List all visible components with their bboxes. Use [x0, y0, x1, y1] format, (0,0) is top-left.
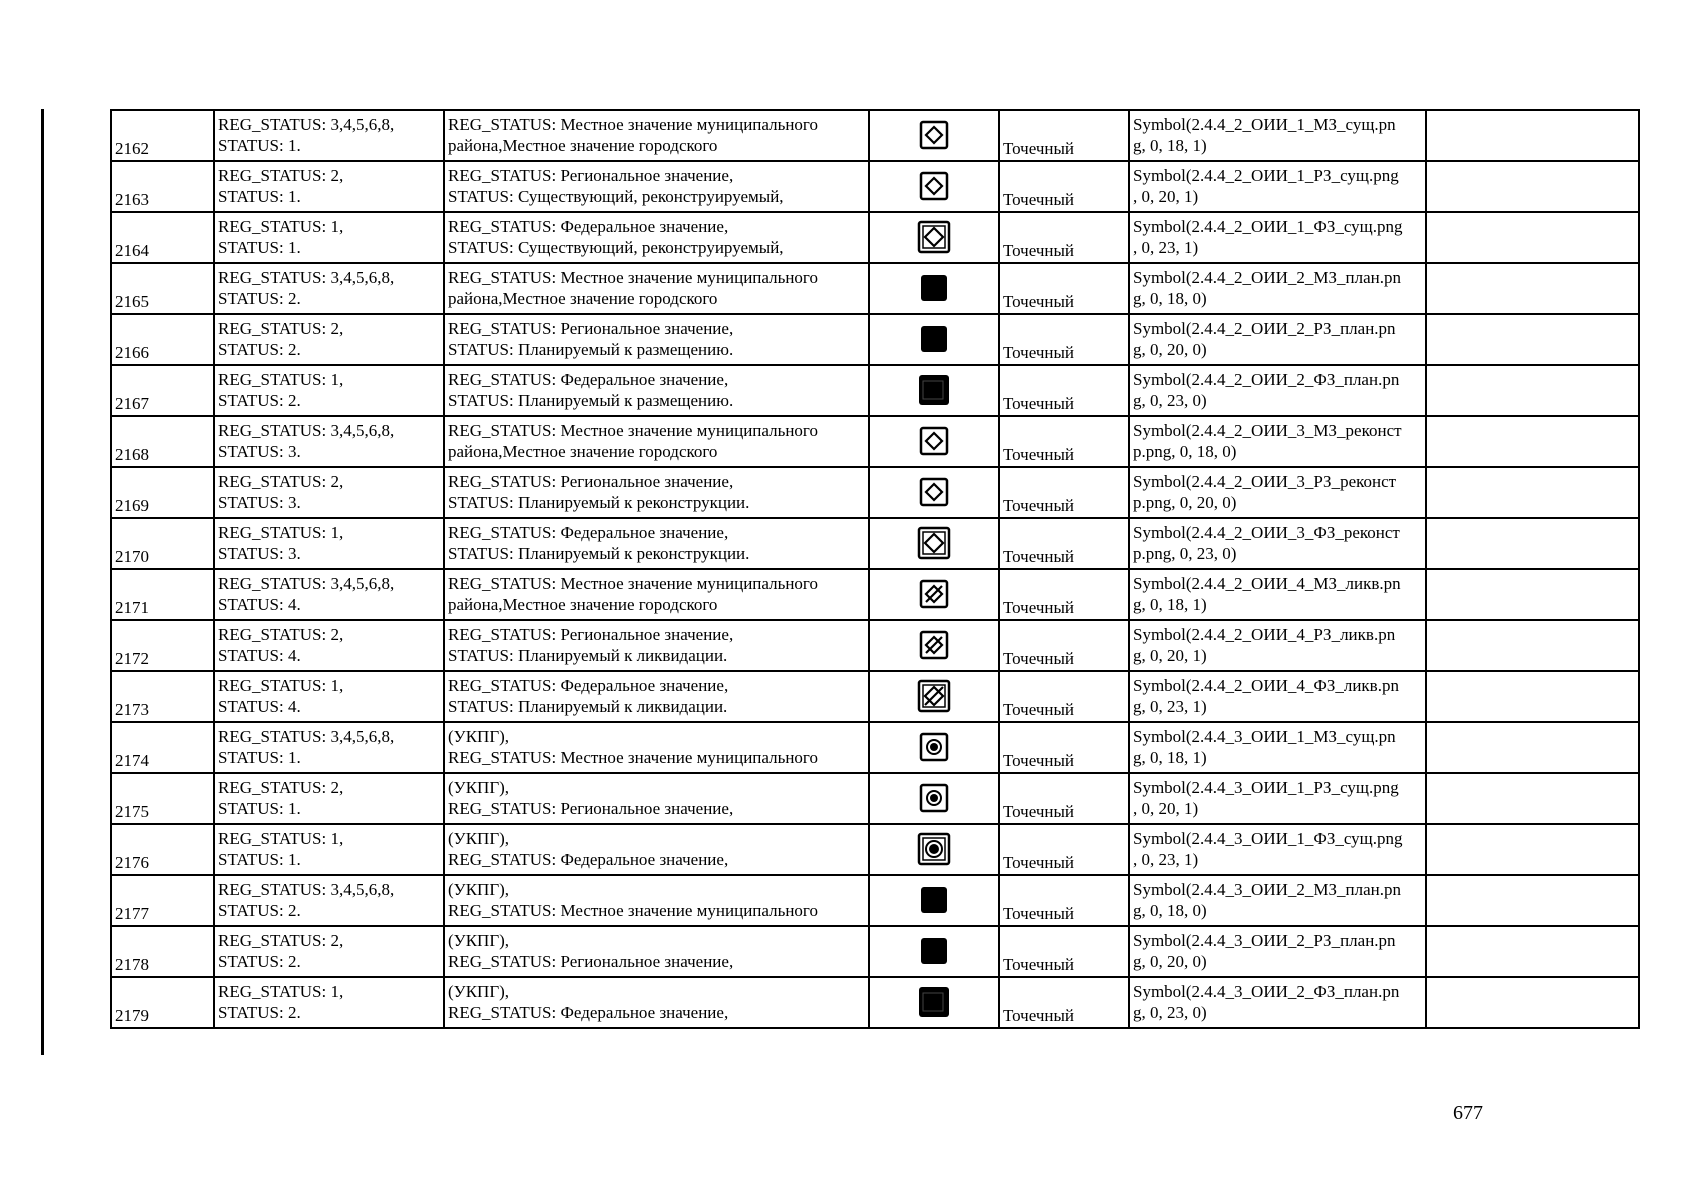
desc-line: REG_STATUS: Региональное значение,: [448, 952, 734, 971]
desc-line: (УКПГ),: [448, 880, 510, 899]
cond-line: STATUS: 2.: [218, 901, 301, 920]
table-row: [111, 365, 1639, 416]
geometry-type-cell: Точечный: [999, 467, 1129, 518]
symbol-image-cell: [869, 263, 999, 314]
cond-line: REG_STATUS: 1,: [218, 217, 344, 236]
empty-cell: [1426, 365, 1639, 416]
row-id-cell: 2170: [111, 518, 214, 569]
desc-line: REG_STATUS: Региональное значение,: [448, 472, 734, 491]
row-id-cell: 2177: [111, 875, 214, 926]
row-id-cell: 2171: [111, 569, 214, 620]
sym-file-cell: [1129, 416, 1426, 467]
symbol-image-cell: [869, 365, 999, 416]
sym-file-line: Symbol(2.4.4_2_ОИИ_3_ФЗ_реконст: [1133, 523, 1400, 542]
cond-line: REG_STATUS: 1,: [218, 676, 344, 695]
desc-line: (УКПГ),: [448, 727, 510, 746]
cond-cell: [214, 620, 444, 671]
cond-cell: [214, 722, 444, 773]
sym-file-line: Symbol(2.4.4_3_ОИИ_2_РЗ_план.pn: [1133, 931, 1396, 950]
sym-file-line: Symbol(2.4.4_3_ОИИ_1_МЗ_сущ.pn: [1133, 727, 1396, 746]
row-id-cell: 2176: [111, 824, 214, 875]
sym-file-cell: [1129, 467, 1426, 518]
symbol-image-cell: [869, 314, 999, 365]
cond-line: REG_STATUS: 1,: [218, 523, 344, 542]
filled-double-square-icon: [917, 991, 951, 1010]
diamond-in-square-icon: [919, 175, 949, 194]
page-number: 677: [1453, 1102, 1483, 1124]
desc-line: района,Местное значение городского: [448, 442, 718, 461]
cond-cell: [214, 467, 444, 518]
desc-line: района,Местное значение городского: [448, 595, 718, 614]
cond-line: REG_STATUS: 2,: [218, 472, 344, 491]
sym-file-cell: [1129, 263, 1426, 314]
empty-cell: [1426, 467, 1639, 518]
filled-square-icon: [919, 328, 949, 347]
desc-line: REG_STATUS: Местное значение муниципального: [448, 901, 818, 920]
desc-cell: [444, 161, 869, 212]
desc-line: REG_STATUS: Федеральное значение,: [448, 676, 729, 695]
table-row: [111, 620, 1639, 671]
desc-cell: [444, 365, 869, 416]
desc-cell: [444, 212, 869, 263]
empty-cell: [1426, 926, 1639, 977]
row-id-cell: 2162: [111, 110, 214, 161]
symbol-image-cell: [869, 518, 999, 569]
sym-file-line: Symbol(2.4.4_2_ОИИ_2_ФЗ_план.pn: [1133, 370, 1400, 389]
table-row: [111, 926, 1639, 977]
cond-cell: [214, 263, 444, 314]
desc-cell: [444, 722, 869, 773]
sym-file-cell: [1129, 671, 1426, 722]
filled-square-icon: [919, 940, 949, 959]
desc-line: REG_STATUS: Федеральное значение,: [448, 523, 729, 542]
empty-cell: [1426, 212, 1639, 263]
empty-cell: [1426, 773, 1639, 824]
desc-line: REG_STATUS: Местное значение муниципального: [448, 115, 818, 134]
desc-line: REG_STATUS: Региональное значение,: [448, 166, 734, 185]
geometry-type-cell: Точечный: [999, 926, 1129, 977]
sym-file-line: , 0, 23, 1): [1133, 238, 1199, 257]
cond-cell: [214, 518, 444, 569]
sym-file-line: Symbol(2.4.4_2_ОИИ_4_ФЗ_ликв.pn: [1133, 676, 1399, 695]
empty-cell: [1426, 263, 1639, 314]
desc-line: (УКПГ),: [448, 931, 510, 950]
desc-cell: [444, 518, 869, 569]
desc-line: STATUS: Существующий, реконструируемый,: [448, 187, 784, 206]
sym-file-line: Symbol(2.4.4_3_ОИИ_2_МЗ_план.pn: [1133, 880, 1401, 899]
symbol-image-cell: [869, 110, 999, 161]
dot-in-square-icon: [919, 736, 949, 755]
row-id-cell: 2166: [111, 314, 214, 365]
desc-line: STATUS: Планируемый к ликвидации.: [448, 697, 728, 716]
symbol-image-cell: [869, 416, 999, 467]
symbol-image-cell: [869, 824, 999, 875]
desc-line: REG_STATUS: Региональное значение,: [448, 799, 734, 818]
cond-line: STATUS: 3.: [218, 442, 301, 461]
sym-file-cell: [1129, 773, 1426, 824]
symbol-image-cell: [869, 671, 999, 722]
sym-file-line: Symbol(2.4.4_3_ОИИ_2_ФЗ_план.pn: [1133, 982, 1400, 1001]
desc-line: REG_STATUS: Местное значение муниципального: [448, 748, 818, 767]
sym-file-line: р.png, 0, 20, 0): [1133, 493, 1237, 512]
table-row: [111, 722, 1639, 773]
sym-file-line: Symbol(2.4.4_2_ОИИ_3_РЗ_реконст: [1133, 472, 1397, 491]
sym-file-line: р.png, 0, 18, 0): [1133, 442, 1237, 461]
row-id-cell: 2175: [111, 773, 214, 824]
sym-file-cell: [1129, 314, 1426, 365]
desc-line: STATUS: Планируемый к реконструкции.: [448, 544, 750, 563]
sym-file-line: Symbol(2.4.4_2_ОИИ_3_МЗ_реконст: [1133, 421, 1402, 440]
geometry-type-cell: Точечный: [999, 671, 1129, 722]
geometry-type-cell: Точечный: [999, 365, 1129, 416]
cond-cell: [214, 671, 444, 722]
row-id-cell: 2168: [111, 416, 214, 467]
cond-line: STATUS: 1.: [218, 238, 301, 257]
cond-cell: [214, 161, 444, 212]
cond-line: REG_STATUS: 2,: [218, 625, 344, 644]
desc-cell: [444, 875, 869, 926]
geometry-type-cell: Точечный: [999, 518, 1129, 569]
cond-line: STATUS: 4.: [218, 697, 301, 716]
sym-file-line: g, 0, 23, 0): [1133, 391, 1207, 410]
desc-cell: [444, 926, 869, 977]
sym-file-cell: [1129, 110, 1426, 161]
sym-file-cell: [1129, 212, 1426, 263]
geometry-type-cell: Точечный: [999, 773, 1129, 824]
table-row: [111, 977, 1639, 1028]
desc-cell: [444, 416, 869, 467]
sym-file-cell: [1129, 569, 1426, 620]
table-row: [111, 314, 1639, 365]
row-id-cell: 2179: [111, 977, 214, 1028]
table-body: [111, 110, 1639, 1028]
empty-cell: [1426, 314, 1639, 365]
desc-line: REG_STATUS: Местное значение муниципального: [448, 574, 818, 593]
diamond-in-square-icon: [919, 124, 949, 143]
table-row: [111, 467, 1639, 518]
desc-line: STATUS: Планируемый к размещению.: [448, 391, 734, 410]
sym-file-cell: [1129, 518, 1426, 569]
sym-file-cell: [1129, 926, 1426, 977]
desc-cell: [444, 671, 869, 722]
row-id-cell: 2174: [111, 722, 214, 773]
cond-line: REG_STATUS: 1,: [218, 370, 344, 389]
dot-in-double-square-icon: [917, 838, 951, 857]
sym-file-line: Symbol(2.4.4_2_ОИИ_2_РЗ_план.pn: [1133, 319, 1396, 338]
table-row: [111, 161, 1639, 212]
sym-file-line: Symbol(2.4.4_2_ОИИ_1_МЗ_сущ.pn: [1133, 115, 1396, 134]
cond-cell: [214, 569, 444, 620]
desc-line: REG_STATUS: Федеральное значение,: [448, 1003, 729, 1022]
sym-file-line: р.png, 0, 23, 0): [1133, 544, 1237, 563]
sym-file-line: g, 0, 18, 0): [1133, 901, 1207, 920]
cond-line: STATUS: 2.: [218, 340, 301, 359]
filled-square-icon: [919, 277, 949, 296]
desc-line: района,Местное значение городского: [448, 289, 718, 308]
sym-file-line: Symbol(2.4.4_3_ОИИ_1_РЗ_сущ.png: [1133, 778, 1399, 797]
cond-line: STATUS: 3.: [218, 544, 301, 563]
table-row: [111, 263, 1639, 314]
geometry-type-cell: Точечный: [999, 263, 1129, 314]
empty-cell: [1426, 977, 1639, 1028]
geometry-type-cell: Точечный: [999, 620, 1129, 671]
cond-line: REG_STATUS: 2,: [218, 778, 344, 797]
symbol-image-cell: [869, 926, 999, 977]
sym-file-line: , 0, 20, 1): [1133, 799, 1199, 818]
crossed-diamond-double-square-icon: [917, 685, 951, 704]
cond-line: STATUS: 1.: [218, 799, 301, 818]
cond-line: STATUS: 1.: [218, 136, 301, 155]
sym-file-line: g, 0, 20, 1): [1133, 646, 1207, 665]
cond-line: STATUS: 4.: [218, 646, 301, 665]
cond-line: REG_STATUS: 3,4,5,6,8,: [218, 421, 395, 440]
sym-file-line: g, 0, 20, 0): [1133, 952, 1207, 971]
cond-cell: [214, 875, 444, 926]
cond-cell: [214, 824, 444, 875]
desc-cell: [444, 569, 869, 620]
sym-file-line: g, 0, 23, 1): [1133, 697, 1207, 716]
table-row: [111, 824, 1639, 875]
desc-cell: [444, 824, 869, 875]
symbol-image-cell: [869, 875, 999, 926]
sym-file-cell: [1129, 875, 1426, 926]
sym-file-cell: [1129, 365, 1426, 416]
cond-line: STATUS: 1.: [218, 187, 301, 206]
desc-line: (УКПГ),: [448, 778, 510, 797]
sym-file-cell: [1129, 977, 1426, 1028]
desc-cell: [444, 467, 869, 518]
empty-cell: [1426, 722, 1639, 773]
cond-line: STATUS: 1.: [218, 850, 301, 869]
sym-file-line: g, 0, 18, 0): [1133, 289, 1207, 308]
table-row: [111, 671, 1639, 722]
cond-line: REG_STATUS: 2,: [218, 319, 344, 338]
desc-cell: [444, 773, 869, 824]
crossed-diamond-square-icon: [919, 583, 949, 602]
desc-line: REG_STATUS: Местное значение муниципального: [448, 421, 818, 440]
empty-cell: [1426, 416, 1639, 467]
geometry-type-cell: Точечный: [999, 977, 1129, 1028]
empty-cell: [1426, 824, 1639, 875]
cond-cell: [214, 416, 444, 467]
cond-line: STATUS: 3.: [218, 493, 301, 512]
cond-line: REG_STATUS: 3,4,5,6,8,: [218, 268, 395, 287]
desc-line: REG_STATUS: Региональное значение,: [448, 625, 734, 644]
table-row: [111, 110, 1639, 161]
geometry-type-cell: Точечный: [999, 314, 1129, 365]
geometry-type-cell: Точечный: [999, 161, 1129, 212]
row-id-cell: 2173: [111, 671, 214, 722]
sym-file-line: Symbol(2.4.4_3_ОИИ_1_ФЗ_сущ.png: [1133, 829, 1403, 848]
sym-file-line: g, 0, 18, 1): [1133, 136, 1207, 155]
symbol-image-cell: [869, 161, 999, 212]
dot-in-square-icon: [919, 787, 949, 806]
cond-line: STATUS: 2.: [218, 289, 301, 308]
sym-file-line: Symbol(2.4.4_2_ОИИ_2_МЗ_план.pn: [1133, 268, 1401, 287]
cond-line: REG_STATUS: 3,4,5,6,8,: [218, 574, 395, 593]
cond-line: REG_STATUS: 3,4,5,6,8,: [218, 880, 395, 899]
symbol-image-cell: [869, 977, 999, 1028]
geometry-type-cell: Точечный: [999, 722, 1129, 773]
row-id-cell: 2164: [111, 212, 214, 263]
symbol-image-cell: [869, 773, 999, 824]
cond-line: STATUS: 4.: [218, 595, 301, 614]
row-id-cell: 2167: [111, 365, 214, 416]
desc-line: REG_STATUS: Федеральное значение,: [448, 850, 729, 869]
desc-line: REG_STATUS: Местное значение муниципального: [448, 268, 818, 287]
empty-cell: [1426, 518, 1639, 569]
sym-file-line: Symbol(2.4.4_2_ОИИ_1_ФЗ_сущ.png: [1133, 217, 1403, 236]
empty-cell: [1426, 110, 1639, 161]
desc-cell: [444, 263, 869, 314]
empty-cell: [1426, 620, 1639, 671]
cond-cell: [214, 365, 444, 416]
desc-cell: [444, 977, 869, 1028]
diamond-in-square-icon: [919, 481, 949, 500]
desc-line: REG_STATUS: Федеральное значение,: [448, 217, 729, 236]
desc-line: (УКПГ),: [448, 829, 510, 848]
cond-line: REG_STATUS: 1,: [218, 829, 344, 848]
desc-line: STATUS: Планируемый к размещению.: [448, 340, 734, 359]
filled-square-icon: [919, 889, 949, 908]
symbol-image-cell: [869, 569, 999, 620]
cond-cell: [214, 314, 444, 365]
desc-cell: [444, 110, 869, 161]
geometry-type-cell: Точечный: [999, 110, 1129, 161]
cond-cell: [214, 926, 444, 977]
diamond-in-square-icon: [919, 430, 949, 449]
cond-cell: [214, 110, 444, 161]
cond-line: REG_STATUS: 3,4,5,6,8,: [218, 727, 395, 746]
table-row: [111, 875, 1639, 926]
cond-line: REG_STATUS: 2,: [218, 931, 344, 950]
empty-cell: [1426, 161, 1639, 212]
sym-file-cell: [1129, 722, 1426, 773]
cond-line: REG_STATUS: 1,: [218, 982, 344, 1001]
table-row: [111, 569, 1639, 620]
diamond-in-double-square-icon: [917, 532, 951, 551]
desc-cell: [444, 620, 869, 671]
cond-cell: [214, 773, 444, 824]
sym-file-line: g, 0, 20, 0): [1133, 340, 1207, 359]
desc-line: STATUS: Планируемый к реконструкции.: [448, 493, 750, 512]
desc-cell: [444, 314, 869, 365]
desc-line: (УКПГ),: [448, 982, 510, 1001]
cond-line: STATUS: 1.: [218, 748, 301, 767]
desc-line: REG_STATUS: Федеральное значение,: [448, 370, 729, 389]
row-id-cell: 2163: [111, 161, 214, 212]
cond-line: REG_STATUS: 2,: [218, 166, 344, 185]
desc-line: REG_STATUS: Региональное значение,: [448, 319, 734, 338]
desc-line: STATUS: Существующий, реконструируемый,: [448, 238, 784, 257]
cond-line: STATUS: 2.: [218, 391, 301, 410]
geometry-type-cell: Точечный: [999, 569, 1129, 620]
geometry-type-cell: Точечный: [999, 824, 1129, 875]
row-id-cell: 2165: [111, 263, 214, 314]
table-row: [111, 212, 1639, 263]
empty-cell: [1426, 569, 1639, 620]
margin-bar: [41, 109, 44, 1055]
cond-line: STATUS: 2.: [218, 1003, 301, 1022]
cond-line: REG_STATUS: 3,4,5,6,8,: [218, 115, 395, 134]
sym-file-cell: [1129, 824, 1426, 875]
cond-cell: [214, 212, 444, 263]
geometry-type-cell: Точечный: [999, 212, 1129, 263]
symbol-image-cell: [869, 722, 999, 773]
sym-file-cell: [1129, 161, 1426, 212]
desc-line: STATUS: Планируемый к ликвидации.: [448, 646, 728, 665]
sym-file-line: g, 0, 18, 1): [1133, 595, 1207, 614]
sym-file-line: g, 0, 18, 1): [1133, 748, 1207, 767]
symbol-table: [110, 109, 1640, 1029]
empty-cell: [1426, 671, 1639, 722]
row-id-cell: 2172: [111, 620, 214, 671]
crossed-diamond-square-icon: [919, 634, 949, 653]
table-row: [111, 773, 1639, 824]
symbol-image-cell: [869, 467, 999, 518]
geometry-type-cell: Точечный: [999, 875, 1129, 926]
desc-line: района,Местное значение городского: [448, 136, 718, 155]
sym-file-line: g, 0, 23, 0): [1133, 1003, 1207, 1022]
sym-file-line: Symbol(2.4.4_2_ОИИ_1_РЗ_сущ.png: [1133, 166, 1399, 185]
sym-file-line: Symbol(2.4.4_2_ОИИ_4_РЗ_ликв.pn: [1133, 625, 1396, 644]
empty-cell: [1426, 875, 1639, 926]
sym-file-line: , 0, 23, 1): [1133, 850, 1199, 869]
symbol-image-cell: [869, 212, 999, 263]
row-id-cell: 2178: [111, 926, 214, 977]
cond-cell: [214, 977, 444, 1028]
filled-double-square-icon: [917, 379, 951, 398]
sym-file-line: Symbol(2.4.4_2_ОИИ_4_МЗ_ликв.pn: [1133, 574, 1401, 593]
table-row: [111, 416, 1639, 467]
symbol-image-cell: [869, 620, 999, 671]
sym-file-line: , 0, 20, 1): [1133, 187, 1199, 206]
geometry-type-cell: Точечный: [999, 416, 1129, 467]
table-row: [111, 518, 1639, 569]
sym-file-cell: [1129, 620, 1426, 671]
row-id-cell: 2169: [111, 467, 214, 518]
cond-line: STATUS: 2.: [218, 952, 301, 971]
diamond-in-double-square-icon: [917, 226, 951, 245]
